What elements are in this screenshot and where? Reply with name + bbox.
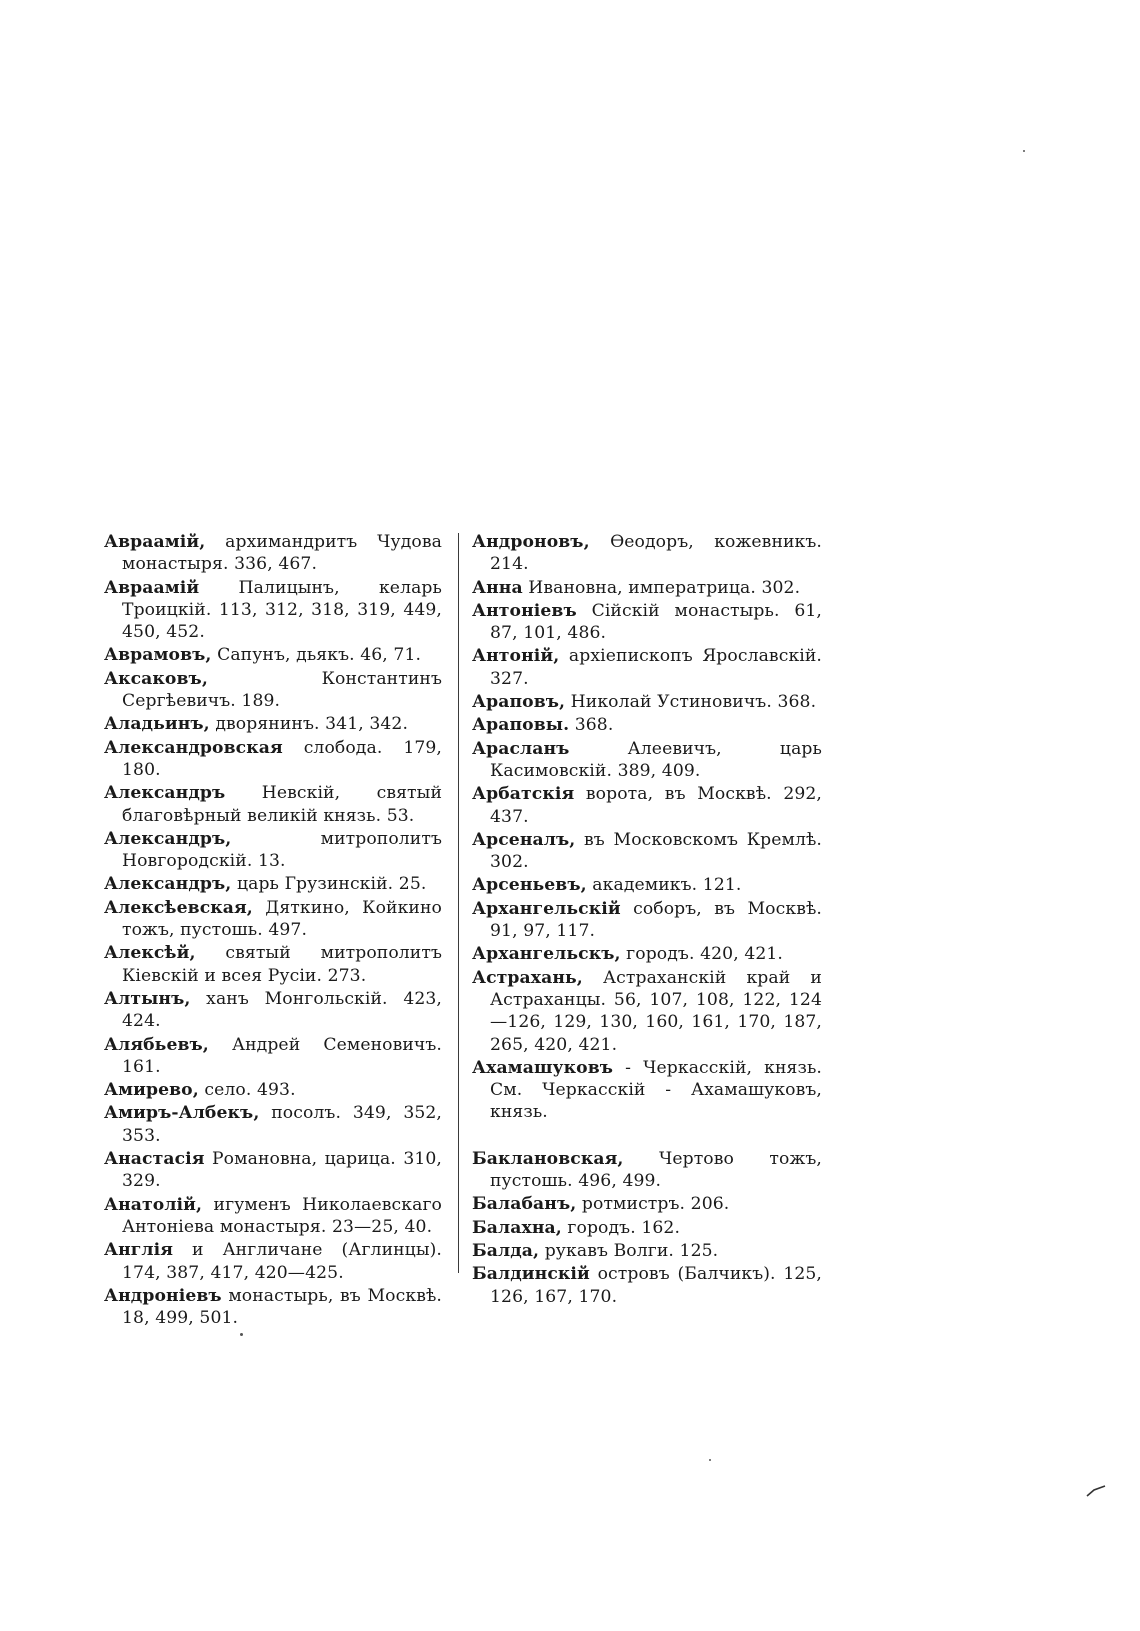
entry-heading: Алябьевъ, <box>104 1034 209 1055</box>
scan-speck <box>709 1459 711 1461</box>
index-column-right <box>472 531 822 1309</box>
entry-text: архимандритъ Чудова монастыря. 336, 467. <box>122 532 442 575</box>
entry-heading: Арбатскія <box>472 784 575 805</box>
scan-speck <box>240 1333 243 1336</box>
entry-text: Андрей Семеновичъ. 161. <box>122 1034 442 1077</box>
index-entry <box>104 531 442 576</box>
entry-text: Сійскій монастырь. 61, 87, 101, 486. <box>490 600 822 644</box>
entry-heading: Балдинскій <box>472 1264 590 1285</box>
entry-text: Николай Устиновичъ. 368. <box>565 692 817 713</box>
entry-heading: Аксаковъ, <box>104 668 208 689</box>
entry-text: Палицынъ, келарь Троицкій. 113, 312, 318, 319, 449, 450, 452. <box>122 577 442 643</box>
entry-text: Ивановна, императрица. 302. <box>522 577 801 598</box>
entry-text: Невскій, святый благовѣрный великій князь. 53. <box>122 783 442 826</box>
entry-heading: Арсеньевъ, <box>472 875 587 896</box>
entry-text: царь Грузинскій. 25. <box>231 874 427 895</box>
entry-heading: Алтынъ, <box>104 988 191 1009</box>
pen-mark <box>1086 1485 1106 1497</box>
index-entry <box>104 782 442 827</box>
entry-text: Романовна, царица. 310, 329. <box>122 1149 442 1192</box>
entry-heading: Астрахань, <box>472 967 583 988</box>
index-entry <box>104 1285 442 1330</box>
index-entry <box>472 898 822 943</box>
entry-text: игуменъ Николаевскаго Антоніева монастыря. 23—25, 40. <box>122 1194 442 1237</box>
index-entry <box>472 1263 822 1308</box>
entry-text: село. 493. <box>198 1080 296 1101</box>
entry-heading: Балабанъ, <box>472 1194 577 1215</box>
entry-heading: Амирево, <box>104 1080 199 1101</box>
entry-heading: Алексѣевская, <box>104 897 253 918</box>
index-entry <box>472 531 822 576</box>
entry-text: Чертово тожъ, пустошь. 496, 499. <box>490 1148 822 1192</box>
index-entry <box>472 577 822 599</box>
entry-heading: Антоній, <box>472 646 560 667</box>
entry-text: городъ. 162. <box>561 1217 681 1238</box>
entry-heading: Архангельскій <box>472 898 621 919</box>
entry-text: ханъ Монгольскій. 423, 424. <box>122 988 442 1032</box>
entry-text: островъ (Балчикъ). 125, 126, 167, 170. <box>490 1264 822 1307</box>
entry-text: посолъ. 349, 352, 353. <box>122 1103 442 1146</box>
index-entry <box>104 668 442 713</box>
entry-text: Астраханскій край и Астраханцы. 56, 107, 108, 122, 124—126, 129, 130, 160, 161, 170, 187, 265, 420, 421. <box>490 967 822 1055</box>
entry-text: слобода. 179, 180. <box>122 737 442 780</box>
index-entry <box>104 577 442 644</box>
entry-text: городъ. 420, 421. <box>620 944 783 965</box>
entry-heading: Араповы. <box>472 715 570 736</box>
entry-heading: Анатолій, <box>104 1194 203 1215</box>
entry-heading: Александръ, <box>104 874 232 895</box>
entry-text: Сапунъ, дьякъ. 46, 71. <box>211 645 422 666</box>
entry-text: и Англичане (Аглинцы). 174, 387, 417, 420—425. <box>122 1240 442 1283</box>
entry-heading: Араповъ, <box>472 692 566 713</box>
entry-heading: Александръ, <box>104 828 232 849</box>
index-entry <box>104 1102 442 1147</box>
entry-text: монастырь, въ Москвѣ. 18, 499, 501. <box>122 1285 442 1329</box>
entry-heading: Авраамій <box>104 577 200 598</box>
entry-heading: Балахна, <box>472 1217 562 1238</box>
index-entry <box>472 943 822 965</box>
index-entry <box>104 713 442 735</box>
entry-heading: Антоніевъ <box>472 600 577 621</box>
entry-text: митрополитъ Новгородскій. 13. <box>122 828 442 872</box>
entry-heading: Баклановская, <box>472 1148 624 1169</box>
index-entry <box>472 714 822 736</box>
entry-heading: Арсеналъ, <box>472 829 576 850</box>
entry-text: Дяткино, Койкино тожъ, пустошь. 497. <box>122 897 442 941</box>
index-entry <box>472 829 822 874</box>
index-entry <box>472 1148 822 1193</box>
entry-text: архіепископъ Ярославскій. 327. <box>490 646 822 689</box>
entry-text: 368. <box>569 715 614 736</box>
entry-heading: Александровская <box>104 737 283 758</box>
entry-heading: Англія <box>104 1240 174 1261</box>
index-entry <box>104 1239 442 1284</box>
index-entry <box>104 1194 442 1239</box>
entry-heading: Андроновъ, <box>472 532 590 552</box>
index-entry <box>472 1193 822 1215</box>
index-entry <box>104 1079 442 1101</box>
column-divider <box>458 533 459 1273</box>
index-entry <box>104 897 442 942</box>
index-entry <box>472 1057 822 1124</box>
entry-text: дворянинъ. 341, 342. <box>209 714 409 735</box>
index-entry <box>472 1217 822 1239</box>
entry-heading: Алексѣй, <box>104 943 196 964</box>
index-entry <box>104 873 442 895</box>
index-entry <box>472 738 822 783</box>
index-entry <box>104 1148 442 1193</box>
index-entry <box>472 691 822 713</box>
index-entry <box>472 1240 822 1262</box>
entry-text: - Черкасскій, князь. См. Черкасскій - Ахамашуковъ, князь. <box>490 1057 822 1123</box>
index-entry <box>472 783 822 828</box>
entry-heading: Анна <box>472 577 523 598</box>
entry-text: въ Московскомъ Кремлѣ. 302. <box>490 829 822 873</box>
entry-heading: Анастасія <box>104 1149 205 1170</box>
scan-speck <box>1023 150 1025 152</box>
entry-text: святый митрополитъ Кіевскій и всея Русіи. 273. <box>122 943 442 986</box>
entry-text: Ѳеодоръ, кожевникъ. 214. <box>490 532 822 575</box>
entry-text: академикъ. 121. <box>586 875 742 896</box>
entry-text: Алеевичъ, царь Касимовскій. 389, 409. <box>490 738 822 781</box>
index-entry <box>472 600 822 645</box>
letter-section-gap <box>472 1125 822 1148</box>
index-column-left <box>104 531 442 1330</box>
index-entry <box>104 988 442 1033</box>
entry-text: ворота, въ Москвѣ. 292, 437. <box>490 784 822 827</box>
entry-heading: Балда, <box>472 1240 540 1261</box>
entry-heading: Аладьинъ, <box>104 714 210 735</box>
entry-heading: Андроніевъ <box>104 1285 222 1306</box>
index-entry <box>104 1034 442 1079</box>
index-entry <box>472 874 822 896</box>
entry-text: рукавъ Волги. 125. <box>539 1240 719 1261</box>
entry-text: ротмистръ. 206. <box>576 1194 730 1215</box>
entry-text: соборъ, въ Москвѣ. 91, 97, 117. <box>490 898 822 942</box>
entry-heading: Аврамовъ, <box>104 645 212 666</box>
entry-heading: Арасланъ <box>472 738 570 759</box>
entry-text: Константинъ Сергѣевичъ. 189. <box>122 668 442 712</box>
index-entry <box>104 737 442 782</box>
index-entry <box>104 644 442 666</box>
entry-heading: Амиръ-Албекъ, <box>104 1103 260 1124</box>
index-entry <box>472 645 822 690</box>
entry-heading: Александръ <box>104 783 226 804</box>
index-entry <box>104 942 442 987</box>
index-entry <box>104 828 442 873</box>
index-entry <box>472 967 822 1056</box>
entry-heading: Ахамашуковъ <box>472 1057 614 1078</box>
entry-heading: Авраамій, <box>104 532 206 552</box>
entry-heading: Архангельскъ, <box>472 944 621 965</box>
